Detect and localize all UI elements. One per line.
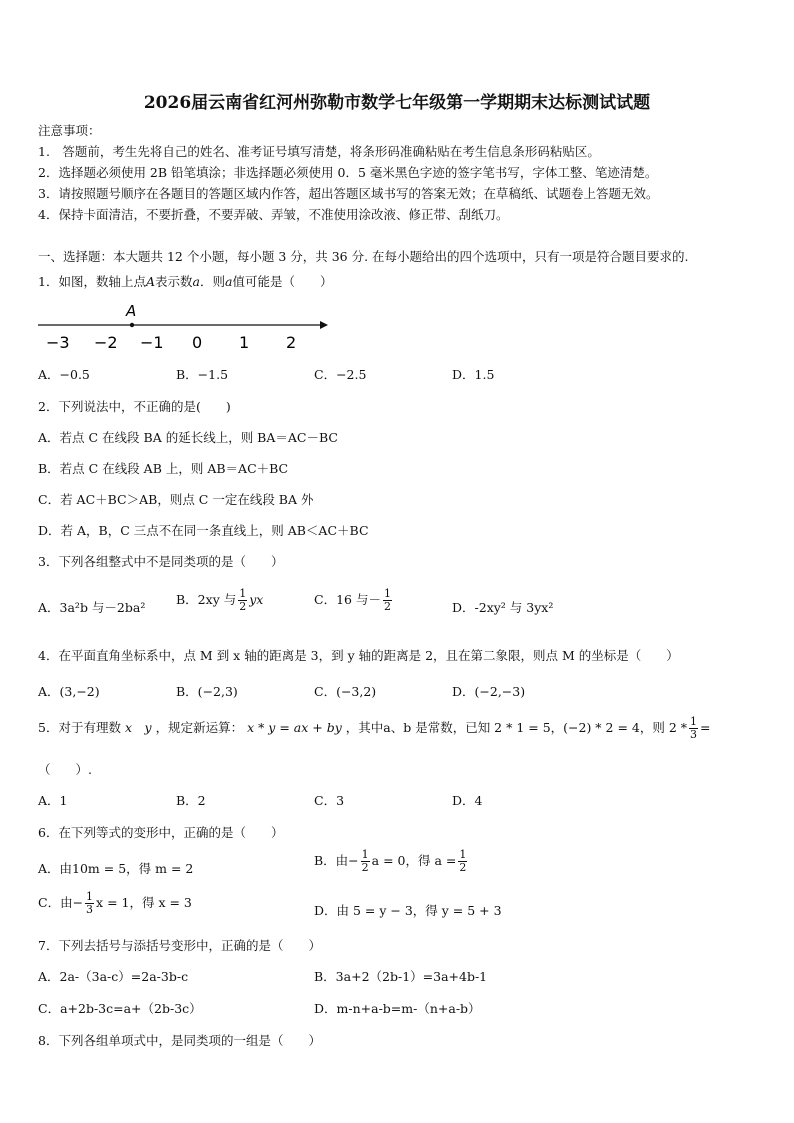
q4-option-d: D．(−2,−3) [452, 684, 526, 699]
q5-option-d: D．4 [452, 793, 483, 808]
q5-option-b: B．2 [176, 793, 206, 808]
notice-item: 4．保持卡面清洁，不要折叠，不要弄破、弄皱，不准使用涂改液、修正带、刮纸刀。 [38, 207, 509, 222]
q2-option-a: A．若点 C 在线段 BA 的延长线上，则 BA＝AC－BC [38, 430, 338, 445]
tick-label: −2 [94, 333, 118, 352]
q2-option-d: D．若 A，B，C 三点不在同一条直线上，则 AB＜AC＋BC [38, 523, 369, 538]
q4-option-c: C．(−3,2) [314, 684, 377, 699]
q2-option-c: C．若 AC＋BC＞AB，则点 C 一定在线段 BA 外 [38, 492, 314, 507]
number-line-figure [34, 298, 334, 354]
question-7-stem: 7．下列去括号与添括号变形中，正确的是（ ） [38, 938, 321, 953]
point-a-label: A [126, 302, 137, 320]
q1-option-d: D．1.5 [452, 367, 495, 382]
tick-label: −3 [46, 333, 70, 352]
tick-label: −1 [140, 333, 164, 352]
question-5-paren: （ ）. [38, 762, 92, 777]
notice-heading: 注意事项： [38, 123, 101, 138]
q4-option-b: B．(−2,3) [176, 684, 238, 699]
q7-option-c: C．a+2b-3c=a+（2b-3c） [38, 1001, 202, 1016]
q2-option-b: B．若点 C 在线段 AB 上，则 AB＝AC＋BC [38, 461, 289, 476]
question-5-stem: 5．对于有理数 x y ，规定新运算： x * y = ax + by ，其中a、b 是常数，已知 2 * 1 = 5，(−2) * 2 = 4，则 2 * $\frac{1}{3}$ = [38, 715, 711, 742]
section-heading: 一、选择题：本大题共 12 个小题，每小题 3 分，共 36 分. 在每小题给出的四个选项中，只有一项是符合题目要求的. [38, 249, 689, 264]
notice-item: 2．选择题必须使用 2B 铅笔填涂；非选择题必须使用 0．5 毫米黑色字迹的签字笔书写，字体工整、笔迹清楚。 [38, 165, 658, 180]
question-3-stem: 3．下列各组整式中不是同类项的是（ ） [38, 554, 284, 569]
q1-option-a: A．−0.5 [38, 367, 90, 382]
q3-option-b: B．2xy 与 $\frac{1}{2}$ yx [176, 587, 264, 614]
q1-option-b: B．−1.5 [176, 367, 229, 382]
q6-option-b: B．由− $\frac{1}{2}$ a = 0，得 a = $\frac{1}{2}$ [314, 848, 467, 875]
q4-option-a: A．(3,−2) [38, 684, 100, 699]
question-1-stem: 1．如图，数轴上点A表示数a．则a值可能是（ ） [38, 274, 333, 289]
q7-option-a: A．2a-（3a-c）=2a-3b-c [38, 969, 189, 984]
notice-item: 1. 答题前，考生先将自己的姓名、准考证号填写清楚，将条形码准确粘贴在考生信息条形码粘贴区。 [38, 144, 600, 159]
point-a-dot [130, 323, 134, 327]
q7-option-d: D．m-n+a-b=m-（n+a-b） [314, 1001, 481, 1016]
q5-option-a: A．1 [38, 793, 68, 808]
question-8-stem: 8．下列各组单项式中，是同类项的一组是（ ） [38, 1033, 321, 1048]
arrow-head-icon [320, 321, 328, 329]
tick-label: 1 [239, 333, 250, 352]
tick-label: 2 [286, 333, 297, 352]
q7-option-b: B．3a+2（2b-1）=3a+4b-1 [314, 969, 488, 984]
q3-option-a: A．3a²b 与－2ba² [38, 600, 146, 615]
notice-item: 3．请按照题号顺序在各题目的答题区域内作答，超出答题区域书写的答案无效；在草稿纸、试题卷上答题无效。 [38, 186, 659, 201]
tick-label: 0 [192, 333, 203, 352]
question-4-stem: 4．在平面直角坐标系中，点 M 到 x 轴的距离是 3，到 y 轴的距离是 2，且在第二象限，则点 M 的坐标是（ ） [38, 648, 679, 663]
page-title: 2026届云南省红河州弥勒市数学七年级第一学期期末达标测试试题 [143, 93, 651, 113]
question-6-stem: 6．在下列等式的变形中，正确的是（ ） [38, 825, 284, 840]
q3-option-c: C．16 与－ $\frac{1}{2}$ [314, 587, 391, 614]
q5-option-c: C．3 [314, 793, 345, 808]
q6-option-d: D．由 5 = y − 3，得 y = 5 + 3 [314, 903, 502, 918]
q6-option-c: C．由− $\frac{1}{3}$ x = 1，得 x = 3 [38, 890, 192, 917]
q3-option-d: D．-2xy² 与 3yx² [452, 600, 554, 615]
question-2-stem: 2．下列说法中，不正确的是( ) [38, 399, 231, 414]
q1-option-c: C．−2.5 [314, 367, 367, 382]
q6-option-a: A．由10m = 5，得 m = 2 [38, 861, 194, 876]
